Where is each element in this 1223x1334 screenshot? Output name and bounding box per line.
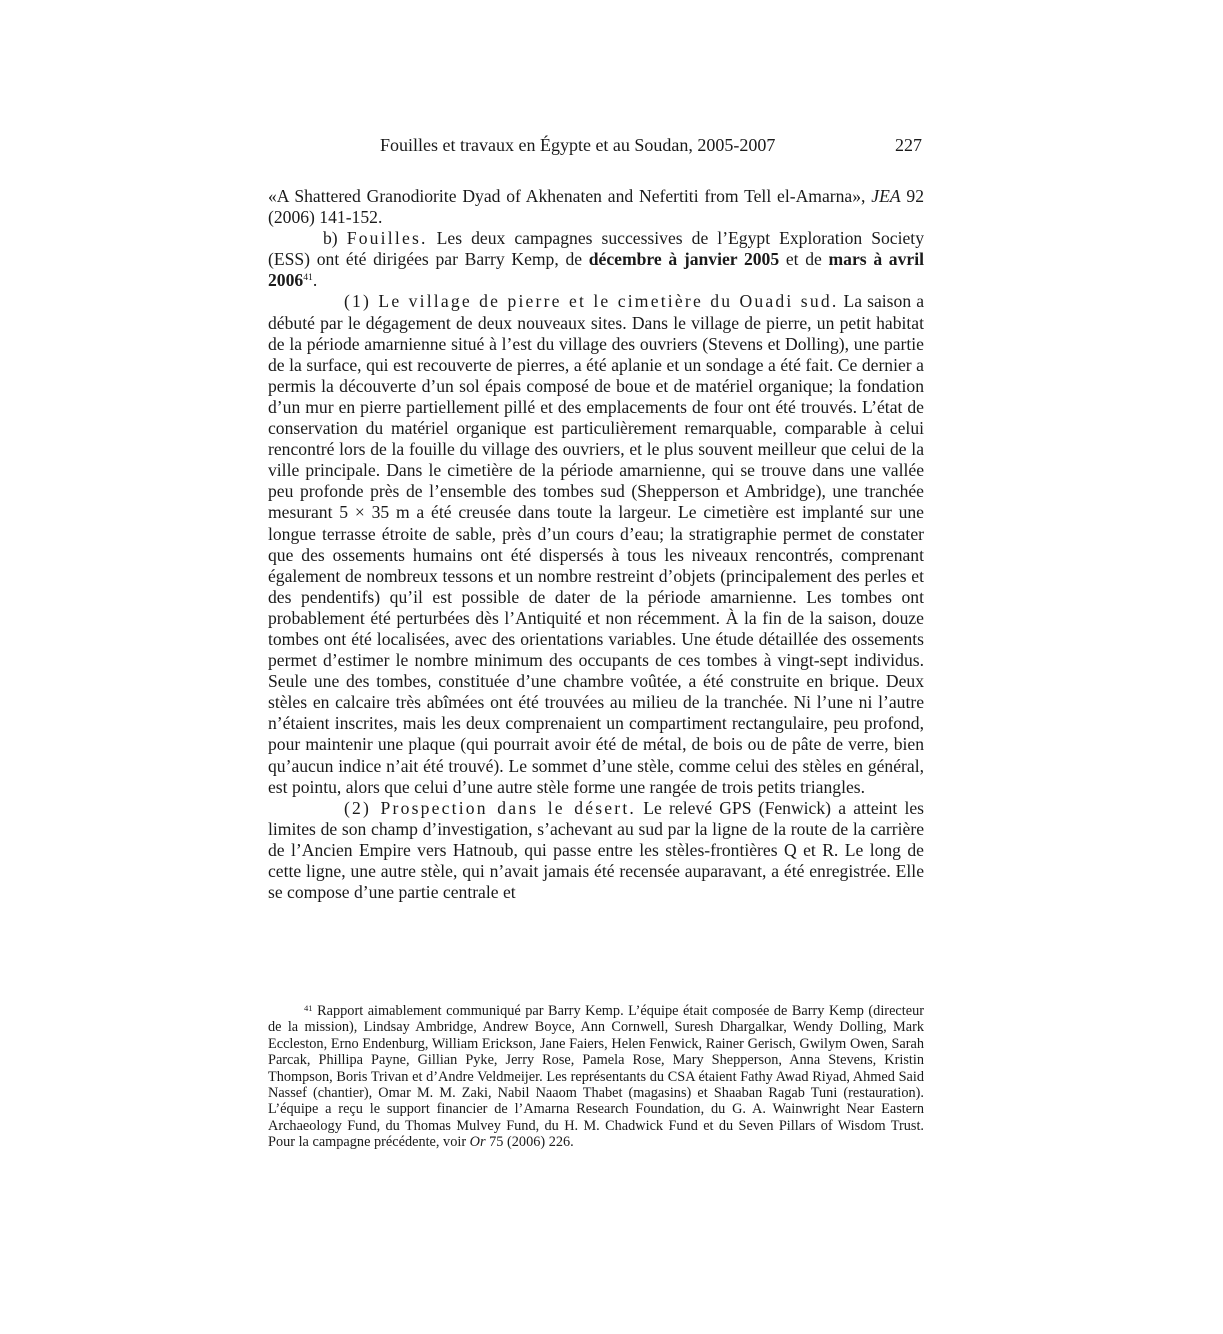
footnotes <box>268 1003 924 1151</box>
page-number: 227 <box>895 135 922 155</box>
running-title: Fouilles et travaux en Égypte et au Soudan, 2005-2007 <box>380 135 776 155</box>
footnote-reference: 41 <box>303 272 313 284</box>
paragraph-village-cimetiere <box>268 291 924 797</box>
journal-abbreviation: Or <box>469 1134 486 1151</box>
footnote-reference-details: 75 (2006) 226. <box>485 1134 574 1151</box>
footnote-text: Rapport aimablement communiqué par Barry Kemp. L’équipe était composée de Barry Kemp (directeur de la mission), Lindsay Ambridge, Andrew Boyce, Ann Cornwell, Suresh Dhargalkar, Wendy Dolling, Mark Eccleston, Erno Endenburg, William Erickson, Jane Faiers, Helen Fenwick, Rainer Gerisch, Gwilym Owen, Sarah Parcak, Phillipa Payne, Gillian Pyke, Jerry Rose, Pamela Rose, Mary Shepperson, Anna Stevens, Kristin Thompson, Boris Trivan et d’Andre Veldmeijer. Les représentants du CSA étaient Fathy Awad Riyad, Ahmed Said Nassef (chantier), Omar M. M. Zaki, Nabil Naaom Thabet (magasins) et Shaaban Ragab Tuni (restauration). L’équipe a reçu le support financier de l’Amarna Research Foundation, du G. A. Wainwright Near Eastern Archaeology Fund, du Thomas Mulvey Fund, du H. M. Chadwick Fund et du Seven Pillars of Wisdom Trust. Pour la campagne précédente, voir <box>268 1003 924 1151</box>
paragraph-text: Les deux campagnes successives de l’Egypt Exploration Society (ESS) ont été dirigées par Barry Kemp, de <box>268 228 924 270</box>
subsection-heading-prospection: (2) Prospection dans le désert. <box>344 797 637 818</box>
paragraph-text: Le relevé GPS (Fenwick) a atteint les limites de son champ d’investigation, s’achevant au sud par la ligne de la route de la carrière de l’Ancien Empire vers Hatnoub, qui passe entre les stèles-frontières Q et R. Le long de cette ligne, une autre stèle, qui n’avait jamais été recensée auparavant, a été enregistrée. Elle se compose d’une partie centrale et <box>268 797 924 903</box>
paragraph-fouilles <box>268 228 924 291</box>
paragraph-text: et de <box>779 249 829 270</box>
section-heading-fouilles: Fouilles. <box>346 228 428 249</box>
body-text <box>268 186 924 903</box>
document-page <box>268 0 924 1334</box>
footnote-41 <box>268 1003 924 1151</box>
section-marker: b) <box>323 228 347 249</box>
footnote-number: 41 <box>304 1003 313 1014</box>
reference-details: 92 (2006) 141-152. <box>268 186 924 228</box>
reference-text: «A Shattered Granodiorite Dyad of Akhenaten and Nefertiti from Tell el-Amarna», <box>268 186 872 206</box>
date-range-1: décembre à janvier 2005 <box>588 249 780 270</box>
running-header <box>268 133 924 157</box>
paragraph-end: . <box>312 270 318 291</box>
paragraph-reference-continuation <box>268 186 924 228</box>
date-range-2: mars à avril 2006 <box>268 249 924 291</box>
journal-abbreviation: JEA <box>871 186 901 206</box>
paragraph-prospection <box>268 798 924 903</box>
subsection-heading-village: (1) Le village de pierre et le cimetière du Ouadi sud. <box>344 291 839 312</box>
paragraph-text: La saison a débuté par le dégagement de deux nouveaux sites. Dans le village de pierre, un petit habitat de la période amarnienne situé à l’est du village des ouvriers (Stevens et Dolling), une partie de la surface, qui est recouverte de pierres, a été aplanie et un sondage a été fait. Ce dernier a permis la découverte d’un sol épais composé de boue et de matériel organique; la fondation d’un mur en pierre partiellement pillé et des emplacements de four ont été trouvés. L’état de conservation du matériel organique est particulièrement remarquable, comparable à celui rencontré lors de la fouille du village des ouvriers, et le plus souvent meilleur que celui de la ville principale. Dans le cimetière de la période amarnienne, qui se trouve dans une vallée peu profonde près de l’ensemble des tombes sud (Shepperson et Ambridge), une tranchée mesurant 5 × 35 m a été creusée dans toute la largeur. Le cimetière est implanté sur une longue terrasse étroite de sable, près d’un cours d’eau; la stratigraphie permet de constater que des ossements humains ont été dispersés à tous les niveaux rencontrés, comprenant également de nombreux tessons et un nombre restreint d’objets (principalement des perles et des pendentifs) qu’il est possible de dater de la période amarnienne. Les tombes ont probablement été perturbées dès l’Antiquité et non récemment. À la fin de la saison, douze tombes ont été localisées, avec des orientations variables. Une étude détaillée des ossements permet d’estimer le nombre minimum des occupants de ces tombes à vingt-sept individus. Seule une des tombes, constituée d’une chambre voûtée, a été construite en brique. Deux stèles en calcaire très abîmées ont été trouvées au milieu de la tranchée. Ni l’une ni l’autre n’étaient inscrites, mais les deux comprenaient un compartiment rectangulaire, peu profond, pour maintenir une plaque (qui pourrait avoir été de métal, de bois ou de pâte de verre, bien qu’aucun indice n’ait été trouvé). Le sommet d’une stèle, comme celui des stèles en général, est pointu, alors que celui d’une autre stèle forme une rangée de trois petits triangles. <box>268 291 925 797</box>
